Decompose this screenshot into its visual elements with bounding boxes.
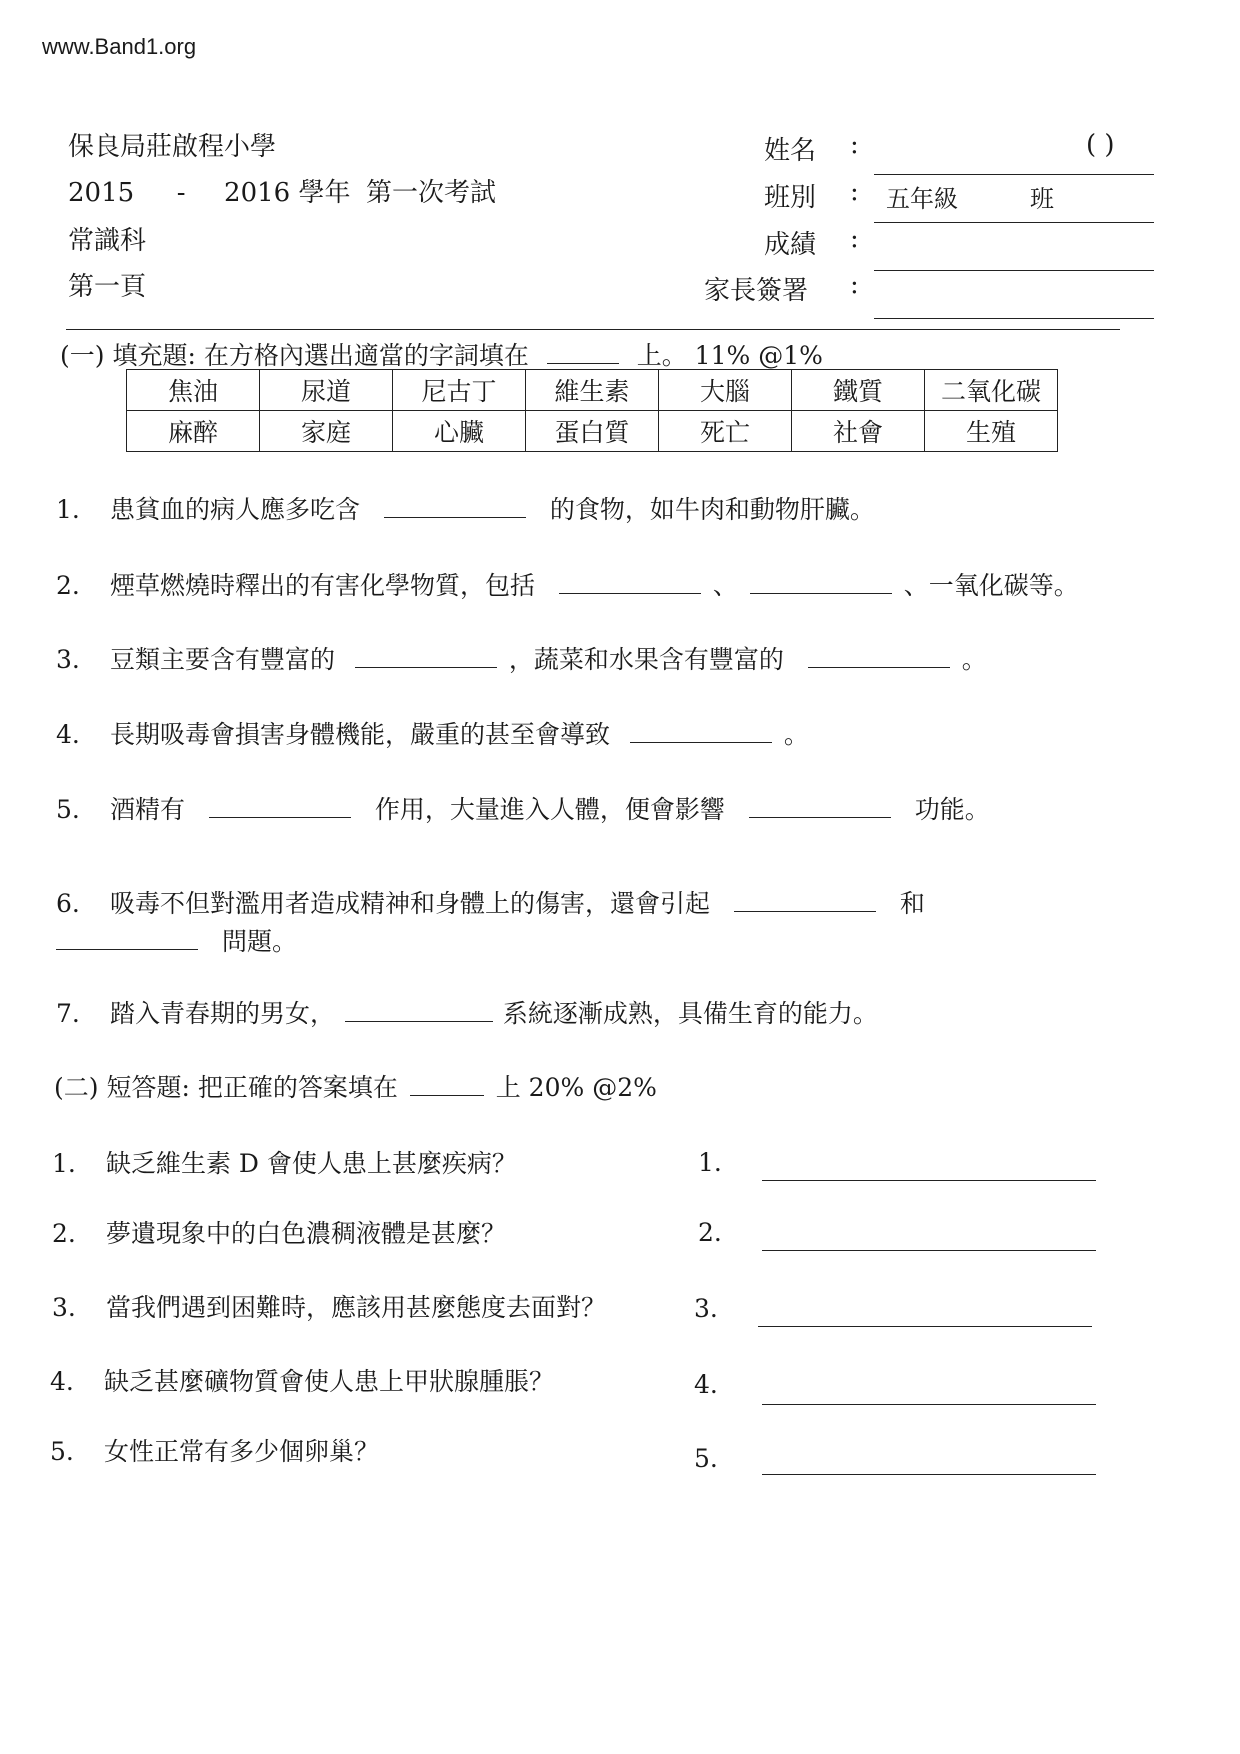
class-line — [874, 222, 1154, 223]
word-cell: 社會 — [792, 411, 925, 452]
word-cell: 大腦 — [659, 370, 792, 411]
word-cell: 家庭 — [260, 411, 393, 452]
short-question-5: 5. 女性正常有多少個卵巢？ — [50, 1437, 379, 1466]
word-cell: 焦油 — [127, 370, 260, 411]
parent-signature-colon: : — [850, 270, 859, 300]
short-question-3: 3. 當我們遇到困難時，應該用甚麼態度去面對？ — [52, 1293, 606, 1322]
short-question-2: 2. 夢遺現象中的白色濃稠液體是甚麼？ — [52, 1219, 506, 1248]
word-cell: 尼古丁 — [393, 370, 526, 411]
class-colon: : — [850, 177, 859, 207]
fill-question-6-continued: 問題。 — [56, 922, 297, 958]
school-name: 保良局莊啟程小學 — [68, 132, 277, 162]
class-label: 班別 — [764, 183, 817, 213]
answer-line-2[interactable] — [762, 1250, 1096, 1251]
word-cell: 麻醉 — [127, 411, 260, 452]
fill-question-6: 6. 吸毒不但對濫用者造成精神和身體上的傷害，還會引起 和 — [56, 884, 925, 920]
answer-blank[interactable] — [808, 642, 950, 668]
word-cell: 蛋白質 — [526, 411, 659, 452]
word-cell: 鐵質 — [792, 370, 925, 411]
year-dash: - — [176, 178, 186, 208]
answer-blank[interactable] — [750, 568, 892, 594]
word-cell: 死亡 — [659, 411, 792, 452]
name-colon: : — [850, 130, 859, 160]
answer-line-5[interactable] — [762, 1474, 1096, 1475]
parent-signature-label: 家長簽署 — [704, 276, 809, 306]
word-bank-row — [127, 411, 1058, 452]
short-question-4: 4. 缺乏甚麼礦物質會使人患上甲狀腺腫脹？ — [50, 1367, 554, 1396]
section1-title-b: 上。 11% @1% — [636, 341, 823, 370]
answer-blank[interactable] — [355, 642, 497, 668]
word-cell: 生殖 — [925, 411, 1058, 452]
score-line — [874, 270, 1154, 271]
answer-number-2: 2. — [698, 1218, 722, 1247]
answer-blank[interactable] — [734, 886, 876, 912]
answer-line-1[interactable] — [762, 1180, 1096, 1181]
exam-title: 第一次考試 — [366, 178, 497, 208]
answer-blank[interactable] — [559, 568, 701, 594]
website-watermark: www.Band1.org — [42, 34, 197, 59]
name-label: 姓名 — [764, 136, 817, 166]
word-cell: 尿道 — [260, 370, 393, 411]
answer-blank[interactable] — [384, 492, 526, 518]
short-question-1: 1. 缺乏維生素 D 會使人患上甚麼疾病？ — [52, 1149, 517, 1178]
page-label: 第一頁 — [68, 272, 147, 302]
class-grade: 五年級 — [886, 185, 958, 213]
score-colon: : — [850, 224, 859, 254]
section1-title — [60, 336, 823, 372]
word-cell: 心臟 — [393, 411, 526, 452]
answer-number-1: 1. — [698, 1148, 722, 1177]
answer-line-4[interactable] — [762, 1404, 1096, 1405]
section2-title-a: (二) 短答題: 把正確的答案填在 — [54, 1073, 398, 1102]
subject: 常識科 — [68, 226, 147, 256]
section1-title-a: (一) 填充題: 在方格內選出適當的字詞填在 — [60, 341, 529, 370]
word-bank-row — [127, 370, 1058, 411]
school-year — [68, 172, 350, 209]
answer-blank[interactable] — [630, 717, 772, 743]
answer-blank[interactable] — [749, 792, 891, 818]
header-divider — [66, 329, 1120, 330]
fill-question-1: 1. 患貧血的病人應多吃含 的食物，如牛肉和動物肝臟。 — [56, 490, 875, 526]
answer-line-3[interactable] — [758, 1326, 1092, 1327]
word-bank-table — [126, 369, 1058, 452]
answer-number-4: 4. — [694, 1370, 718, 1399]
parent-signature-line — [874, 318, 1154, 319]
answer-number-5: 5. — [694, 1444, 718, 1473]
fill-question-2: 2. 煙草燃燒時釋出的有害化學物質，包括 、 、一氧化碳等。 — [56, 566, 1079, 602]
year-from: 2015 — [68, 178, 135, 208]
fill-question-7: 7. 踏入青春期的男女， 系統逐漸成熟，具備生育的能力。 — [56, 994, 878, 1030]
fill-question-3: 3. 豆類主要含有豐富的 ，蔬菜和水果含有豐富的 。 — [56, 640, 987, 676]
answer-blank[interactable] — [345, 996, 493, 1022]
section1-title-blank — [547, 338, 619, 364]
section2-title-blank — [410, 1070, 484, 1096]
name-number-brackets: ( ) — [1086, 130, 1115, 160]
name-line — [874, 174, 1154, 175]
fill-question-4: 4. 長期吸毒會損害身體機能，嚴重的甚至會導致 。 — [56, 715, 809, 751]
answer-blank[interactable] — [56, 924, 198, 950]
year-to: 2016 學年 — [224, 178, 351, 208]
word-cell: 維生素 — [526, 370, 659, 411]
section2-title-b: 上 20% @2% — [495, 1073, 657, 1102]
score-label: 成績 — [764, 230, 817, 260]
answer-number-3: 3. — [694, 1294, 718, 1323]
fill-question-5: 5. 酒精有 作用，大量進入人體，便會影響 功能。 — [56, 790, 990, 826]
answer-blank[interactable] — [209, 792, 351, 818]
class-suffix: 班 — [1030, 185, 1054, 213]
section2-title — [54, 1068, 657, 1104]
word-cell: 二氧化碳 — [925, 370, 1058, 411]
